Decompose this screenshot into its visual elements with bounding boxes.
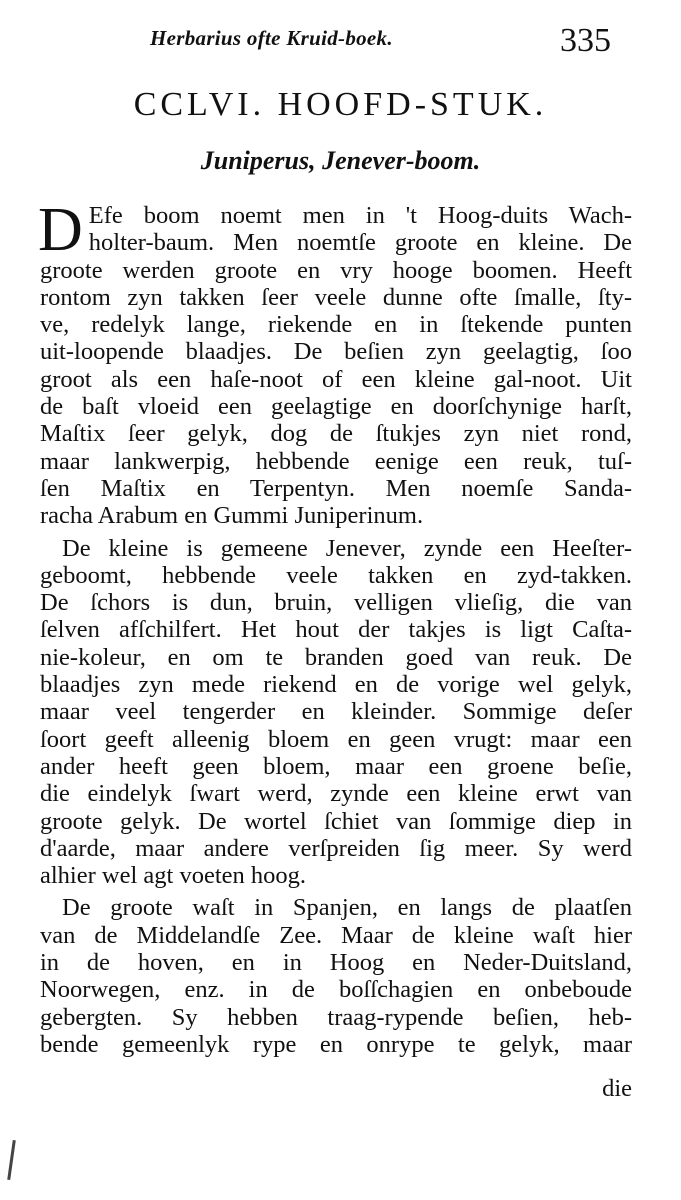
text-line: De kleine is gemeene Jenever, zynde een Heeſter- bbox=[62, 534, 632, 562]
text-line: groote werden groote en vry hooge boomen. Heeft bbox=[40, 256, 632, 284]
drop-cap: D bbox=[38, 196, 83, 264]
text-line: geboomt, hebbende veele takken en zyd-takken. bbox=[40, 561, 632, 589]
text-line: Efe boom noemt men in 't Hoog-duits Wach- bbox=[88, 202, 632, 229]
text-line: maar lankwerpig, hebbende eenige een reuk, tuſ- bbox=[40, 447, 632, 475]
text-line: racha Arabum en Gummi Juniperinum. bbox=[40, 502, 424, 530]
text-line: groote gelyk. De wortel ſchiet van ſommige diep in bbox=[40, 807, 632, 835]
text-line: van de Middelandſe Zee. Maar de kleine waſt hier bbox=[40, 921, 632, 949]
text-line: in de hoven, en in Hoog en Neder-Duitsland, bbox=[40, 949, 632, 977]
text-line: Noorwegen, enz. in de boſſchagien en onbeboude bbox=[40, 976, 632, 1004]
text-line: uit-loopende blaadjes. De beſien zyn geelagtig, ſoo bbox=[40, 338, 632, 366]
text-line: maar veel tengerder en kleinder. Sommige deſer bbox=[40, 698, 632, 726]
chapter-title: CCLVI. HOOFD-STUK. bbox=[133, 86, 548, 123]
text-line: ſen Maſtix en Terpentyn. Men noemſe Sanda- bbox=[40, 474, 632, 502]
text-line: de baſt vloeid een geelagtige en doorſchynige harſt, bbox=[40, 393, 632, 421]
text-line: ſelven afſchilfert. Het hout der takjes is ligt Caſta- bbox=[40, 616, 632, 644]
text-line: Maſtix ſeer gelyk, dog de ſtukjes zyn niet rond, bbox=[40, 420, 632, 448]
text-line: die eindelyk ſwart werd, zynde een kleine erwt van bbox=[40, 780, 632, 808]
text-line: gebergten. Sy hebben traag-rypende beſien, heb- bbox=[40, 1003, 632, 1031]
text-line: bende gemeenlyk rype en onrype te gelyk, maar bbox=[40, 1030, 632, 1058]
text-line: De ſchors is dun, bruin, velligen vlieſig, die van bbox=[40, 589, 632, 617]
text-line: nie-koleur, en om te branden goed van reuk. De bbox=[40, 643, 632, 671]
page-edge-mark bbox=[7, 1140, 16, 1180]
chapter-subtitle: Juniperus, Jenever-boom. bbox=[200, 146, 481, 175]
text-line: alhier wel agt voeten hoog. bbox=[40, 862, 307, 890]
text-line: ander heeft geen bloem, maar een groene beſie, bbox=[40, 752, 632, 780]
text-line: holter-baum. Men noemtſe groote en kleine. De bbox=[88, 229, 632, 257]
text-line: rontom zyn takken ſeer veele dunne ofte ſmalle, ſty- bbox=[40, 283, 632, 311]
body-text bbox=[38, 196, 632, 1058]
text-line: blaadjes zyn mede riekend en de vorige wel gelyk, bbox=[40, 671, 632, 699]
text-line: De groote waſt in Spanjen, en langs de plaatſen bbox=[62, 894, 632, 922]
text-line: ſoort geeft alleenig bloem en geen vrugt: maar een bbox=[40, 725, 632, 753]
text-line: ve, redelyk lange, riekende en in ſtekende punten bbox=[40, 311, 632, 339]
text-line: groot als een haſe-noot of een kleine gal-noot. Uit bbox=[40, 365, 632, 393]
page-number: 335 bbox=[560, 22, 611, 59]
running-head-title: Herbarius ofte Kruid-boek. bbox=[150, 26, 393, 50]
catchword: die bbox=[602, 1075, 632, 1102]
text-line: d'aarde, maar andere verſpreiden ſig meer. Sy werd bbox=[40, 834, 632, 862]
